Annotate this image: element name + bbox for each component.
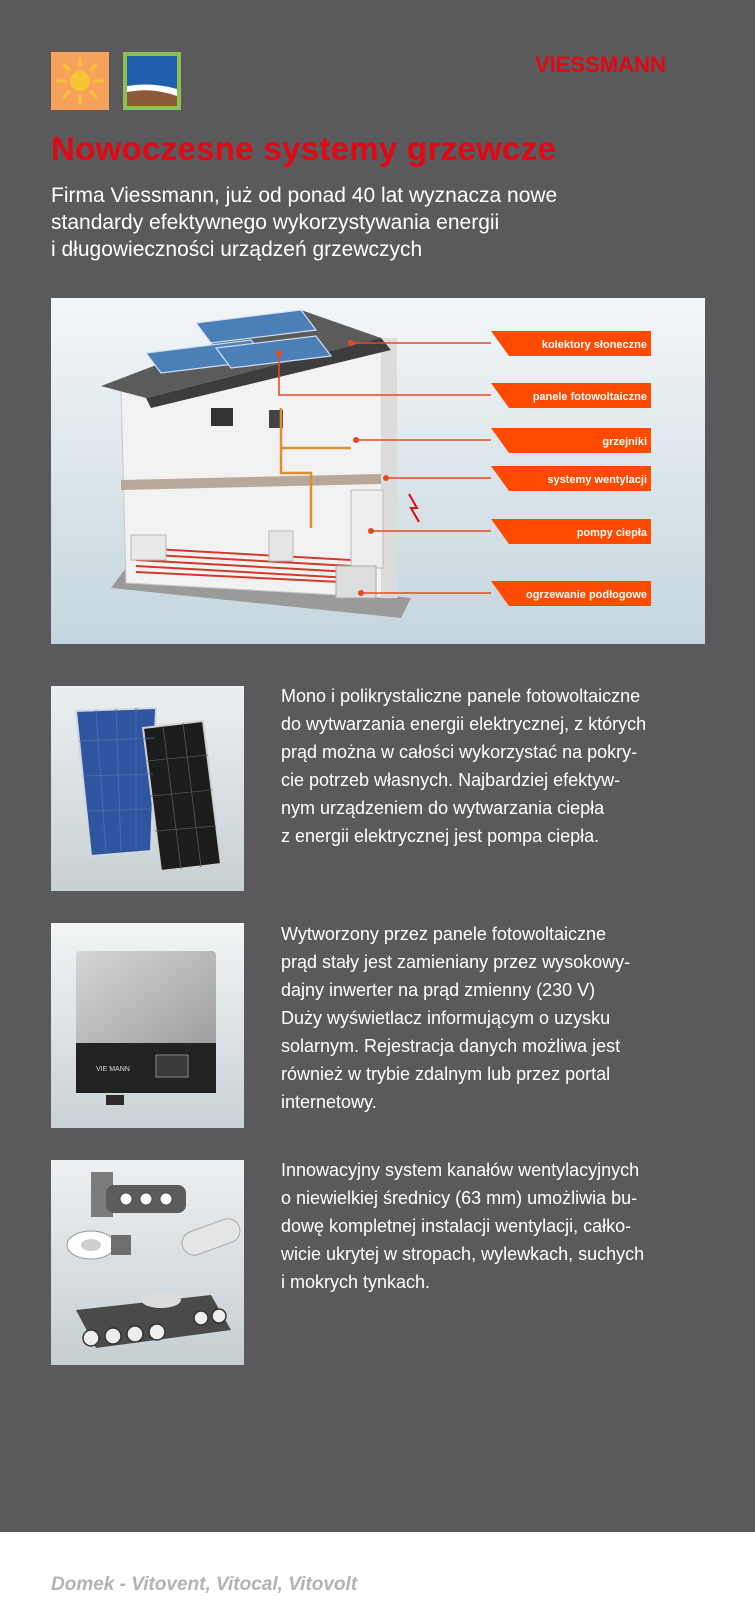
label-solar-collectors: kolektory słoneczne — [541, 339, 647, 351]
viessmann-logo — [535, 50, 707, 80]
inverter-image — [51, 923, 244, 1128]
section-3-text: Innowacyjny system kanałów wentylacyjnych o niewielkiej średnicy (63 mm) umożliwia bu- dowę kompletnej instalacji wentylacji, całko- wicie ukrytej w stropach, wylewkach, suchych i mokrych tynkach. — [281, 1160, 645, 1292]
label-ventilation: systemy wentylacji — [547, 474, 647, 486]
ventilation-ducts-image — [51, 1160, 244, 1365]
footer-caption: Domek - Vitovent, Vitocal, Vitovolt — [51, 1574, 358, 1595]
solar-panels-image — [51, 686, 244, 891]
label-heat-pumps: pompy ciepła — [576, 527, 647, 539]
label-pv-panels: panele fotowoltaiczne — [532, 391, 647, 403]
label-radiators: grzejniki — [602, 436, 647, 448]
section-2-text: Wytworzony przez panele fotowoltaiczne prąd stały jest zamieniany przez wysokowy- dajny inwerter na prąd zmienny (230 V) Duży wyświetlacz informującym o uzysku solarnym. Rejestracja danych możliwa jest również w trybie zdalnym lub przez portal internetowy. — [281, 924, 631, 1112]
landscape-icon — [123, 52, 181, 110]
brand-logo-text: VIESSMANN — [535, 52, 666, 77]
label-floor-heating: ogrzewanie podłogowe — [525, 589, 647, 601]
intro-text: Firma Viessmann, już od ponad 40 lat wyznacza nowe standardy efektywnego wykorzystywania energii i długowieczności urządzeń grzewczych — [51, 184, 558, 261]
page-title: Nowoczesne systemy grzewcze — [51, 130, 557, 167]
house-diagram — [51, 298, 705, 644]
sun-icon — [51, 52, 109, 110]
section-1-text: Mono i polikrystaliczne panele fotowoltaiczne do wytwarzania energii elektrycznej, z których prąd można w całości wykorzystać na pokry- cie potrzeb własnych. Najbardziej efektyw- nym urządzeniem do wytwarzania ciepła z energii elektrycznej jest pompa ciepła. — [281, 686, 647, 846]
svg-text:VIE MANN: VIE MANN — [96, 1066, 130, 1073]
